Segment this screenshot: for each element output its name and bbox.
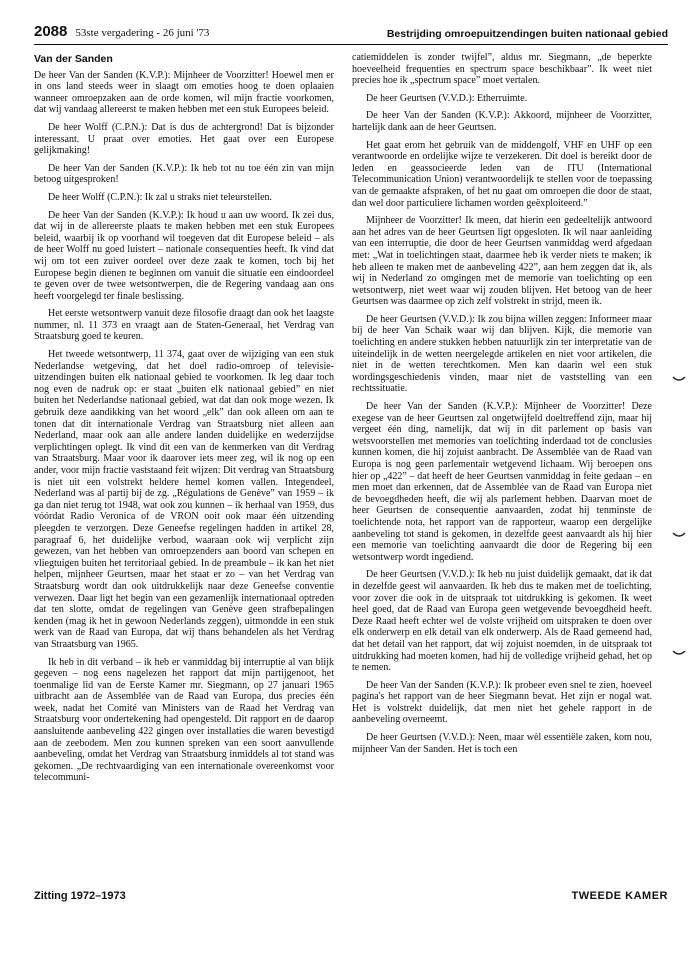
margin-mark-icon [672, 650, 686, 656]
page-footer [34, 890, 668, 906]
section-heading: Van der Sanden [34, 53, 113, 65]
paragraph: De heer Geurtsen (V.V.D.): Neen, maar wèl essentiële zaken, kom nou, mijnheer Van der Sanden. Het is toch een [352, 732, 652, 755]
paragraph: catiemiddelen is zonder twijfel”, aldus mr. Siegmann, „de beperkte hoeveelheid frequenties en spectrum space beschikbaar”. Ik weet niet precies hoe ik „spectrum space” moet vertalen. [352, 52, 652, 87]
paragraph: Mijnheer de Voorzitter! Ik meen, dat hierin een gedeeltelijk antwoord aan het adres van de heer Geurtsen ligt opgesloten. Ik wil naar aanleiding van een interruptie, die door de heer Geurtsen vanmiddag werd afgedaan met: „Wat in toelichtingen staat, daarmee heb ik verder niets te maken; ik heb alleen te maken met de aanbeveling 422”, aan hem zeggen dat ik, als wij in Nederland zo omgingen met de memorie van toelichting op een wetsontwerp, niet weet waar wij zouden blijven. Het betoog van de heer Geurtsen was daarmee op zich zelf volstrekt in strijd, meen ik. [352, 215, 652, 308]
margin-mark-icon [672, 376, 686, 382]
page-header [34, 22, 668, 45]
footer-chamber: TWEEDE KAMER [571, 890, 668, 902]
header-left [34, 23, 209, 40]
paragraph: De heer Van der Sanden (K.V.P.): Ik heb tot nu toe één zin van mijn betoog uitgesproken! [34, 162, 334, 186]
paragraph: De heer Geurtsen (V.V.D.): Ik zou bijna willen zeggen: Informeer maar bij de heer Van Schaik waar wij dan blijven. Kijk, die memorie van toelichting en andere stukken hebben natuurlijk zin ter interpretatie van de uiteindelijk in de wetten neergelegde artikelen en niet voor artikelen, die niet in de wetten terechtkomen. Men kan daarin wel een stuk wordingsgeschiedenis vinden, maar niet de vaststelling van een rechtssituatie. [352, 313, 652, 395]
paragraph: De heer Van der Sanden (K.V.P.): Ik houd u aan uw woord. Ik zei dus, dat wij in de allereerste plaats te maken hebben met een stuk Europees beleid, waarbij ik op voorhand wil toegeven dat dit Europese beleid – als de heer Wolff nu goed luistert – nationale consequenties heeft. Ik vind dat wij om tot een zuiver oordeel over deze zaak te komen, toch bij het Europese begin dienen te beginnen om vanuit die situatie een eindoordeel te geven over de twee wetsontwerpen, die de Regering vandaag aan ons heeft voorgelegd ter finale beslissing. [34, 209, 334, 302]
paragraph: De heer Geurtsen (V.V.D.): Etherruimte. [366, 92, 528, 104]
paragraph: De heer Geurtsen (V.V.D.): Ik heb nu juist duidelijk gemaakt, dat ik dat in dezelfde geest wil aanvaarden. Ik heb dus te maken met de toelichting, voor zover die ook in de uitspraak tot uitdrukking is gekomen. Ik weet heel goed, dat de Raad van Europa geen wetgevende bevoegdheid heeft. Deze Raad heeft echter wel de volste vrijheid om uitspraken te doen over elk onderwerp en elk detail van elk onderwerp. Als de Raad gemeend had, dat het detail van het rapport, dat wij zojuist noemden, in de uitspraak tot uitdrukking had moeten komen, had hij de volledige vrijheid gehad, het op te nemen. [352, 569, 652, 674]
session-info: 53ste vergadering - 26 juni '73 [75, 27, 210, 39]
document-page [34, 22, 668, 902]
paragraph: De heer Wolff (C.P.N.): Ik zal u straks niet teleurstellen. [48, 191, 273, 203]
paragraph: De heer Van der Sanden (K.V.P.): Mijnheer de Voorzitter! Deze exegese van de heer Geurtsen zal ongetwijfeld doeltreffend zijn, maar hij vergeet één ding, namelijk, dat wij in dit parlement op basis van wetsvoorstellen met memories van toelichting inderdaad tot de conclusies kunnen komen, die hij zojuist aanbracht. De Assemblée van de Raad van Europa is nog geen parlementair wetgevend lichaam. Wij beroepen ons hier op „422” – dat heeft de heer Geurtsen vanmiddag in feite gedaan – en men moet dan erkennen, dat de Assemblée van de Raad van Europa niet de bevoegdheden heeft, die wij als parlement hebben. Daarvan moet de heer Geurtsen de consequentie aanvaarden, zodat hij tenminste de toelichtende nota, het rapport van de rapporteur, waarop een dergelijke aanbeveling tot stand is gekomen, in dezelfde geest aanvaardt als hij hier een memorie van toelichting aanvaardt die door de Regering bij een wetsontwerp wordt ingediend. [352, 401, 652, 563]
paragraph: De heer Van der Sanden (K.V.P.): Ik probeer even snel te zien, hoeveel pagina's het rapport van de heer Siegmann bevat. Het zijn er nogal wat. Het is volstrekt duidelijk, dat men niet het gehele rapport in de aanbeveling overneemt. [352, 679, 652, 726]
footer-session: Zitting 1972–1973 [34, 890, 126, 902]
paragraph: De heer Van der Sanden (K.V.P.): Akkoord, mijnheer de Voorzitter, hartelijk dank aan de heer Geurtsen. [352, 110, 652, 133]
margin-mark-icon [672, 532, 686, 538]
page-number: 2088 [34, 23, 68, 40]
header-topic: Bestrijding omroepuitzendingen buiten nationaal gebied [386, 28, 668, 40]
paragraph: De heer Wolff (C.P.N.): Dat is dus de achtergrond! Dat is bijzonder interessant. U praat over emoties. Het gaat over een Europese gelijkmaking! [34, 121, 334, 157]
paragraph: Het eerste wetsontwerp vanuit deze filosofie draagt dan ook het laagste nummer, nl. 11 373 en vraagt aan de Staten-Generaal, het Verdrag van Straatsburg goed te keuren. [34, 308, 334, 343]
text-columns [34, 52, 668, 902]
paragraph: Ik heb in dit verband – ik heb er vanmiddag bij interruptie al van blijk gegeven – nog eens nagelezen het rapport dat mijn partijgenoot, het toenmalige lid van de Eerste Kamer mr. Siegmann, op 27 januari 1965 uitbracht aan de Assemblée van de Raad van Europa, dus precies één week, nadat het Comité van Ministers van de Raad het Verdrag van Straatsburg voor ondertekening had opengesteld. Dit rapport en de daarop aansluitende aanbeveling 422 gingen over installaties die waren bevestigd aan de zeebodem. Men zou kunnen spreken van een soort aanvullende aanbeveling, omdat het Verdrag van Straatsburg inmiddels al tot stand was gekomen. „De rechtvaardiging van een internationale overeenkomst voor telecommuni- [34, 656, 334, 784]
paragraph: De heer Van der Sanden (K.V.P.): Mijnheer de Voorzitter! Hoewel men er in ons land steeds weer in slaagt om emoties hoog te doen oplaaien wanneer omroepzaken aan de orde komen, wil mijn fractie voorkomen, dat wij vandaag allereerst te maken hebben met een stuk Europees beleid. [34, 69, 334, 116]
left-column [34, 52, 334, 790]
paragraph: Het tweede wetsontwerp, 11 374, gaat over de wijziging van een stuk Nederlandse wetgeving, dat het doel radio-omroep of televisie-uitzendingen buiten elk nationaal gebied te voorkomen. Ik leg daar toch nog even de nadruk op: er staat „buiten elk nationaal gebied” en niet buiten het Nederlandse nationaal gebied, wat dat dan ook moge wezen. Ik gebruik deze aandikking van het woord „elk” dan ook alleen om aan te tonen dat dit internationale Verdrag van Straatsburg niet alleen aan Nederland, maar ook aan alle andere landen duidelijke en wederzijdse verplichtingen oplegt. Ik vind dit een van de kenmerken van dit Verdrag van Straatsburg. Maar voor ik daarover iets meer zeg, wil ik nog op een ander, voor mijn fractie vaststaand feit wijzen: Dit verdrag van Straatsburg is niet uit een volstrekt heldere hemel komen vallen. Integendeel, Nederland was al partij bij de zg. „Régulations de Genève” van 1959 – ik ga dan niet terug tot 1948, wat ook zou kunnen – ik herhaal van 1959, dus vóórdat Radio Veronica of de VRON ooit ook maar één uitzending pleegden te verzorgen. Deze Geneefse regelingen hadden in artikel 28, paragraaf 6, het duidelijke verbod, waaraan ook wij verplicht zijn gewezen, van het hebben van omroepzenders aan boord van schepen en vliegtuigen buiten het territoriaal gebied. In de preambule – ik kan het niet helpen, mijnheer Geurtsen, maar het staat er zo – van het Verdrag van Straatsburg wordt dan ook uitdrukkelijk naar deze Geneefse conventie verwezen. Daar ligt het begin van een gezamenlijk internationaal optreden dat ten slotte, omdat de regelingen van Genève geen strafbepalingen kenden (mag ik het in gewoon Nederlands zeggen), uitmondde in een stuk werk van de Raad van Europa, dat wij thans behandelen als het Verdrag van Straatsburg van 1965. [34, 349, 334, 650]
paragraph: Het gaat erom het gebruik van de middengolf, VHF en UHF op een verantwoorde en ordelijke wijze te verzekeren. Dit doel is bereikt door de leden en geassocieerde leden van de ITU (International Telecommunication Union) verantwoordelijk te stellen voor de toepassing van de gemaakte afspraken, of het nu gaat om omroepen die door de staat, dan wel door particuliere lichamen worden geëxploiteerd.” [352, 139, 652, 209]
right-column [352, 52, 652, 761]
